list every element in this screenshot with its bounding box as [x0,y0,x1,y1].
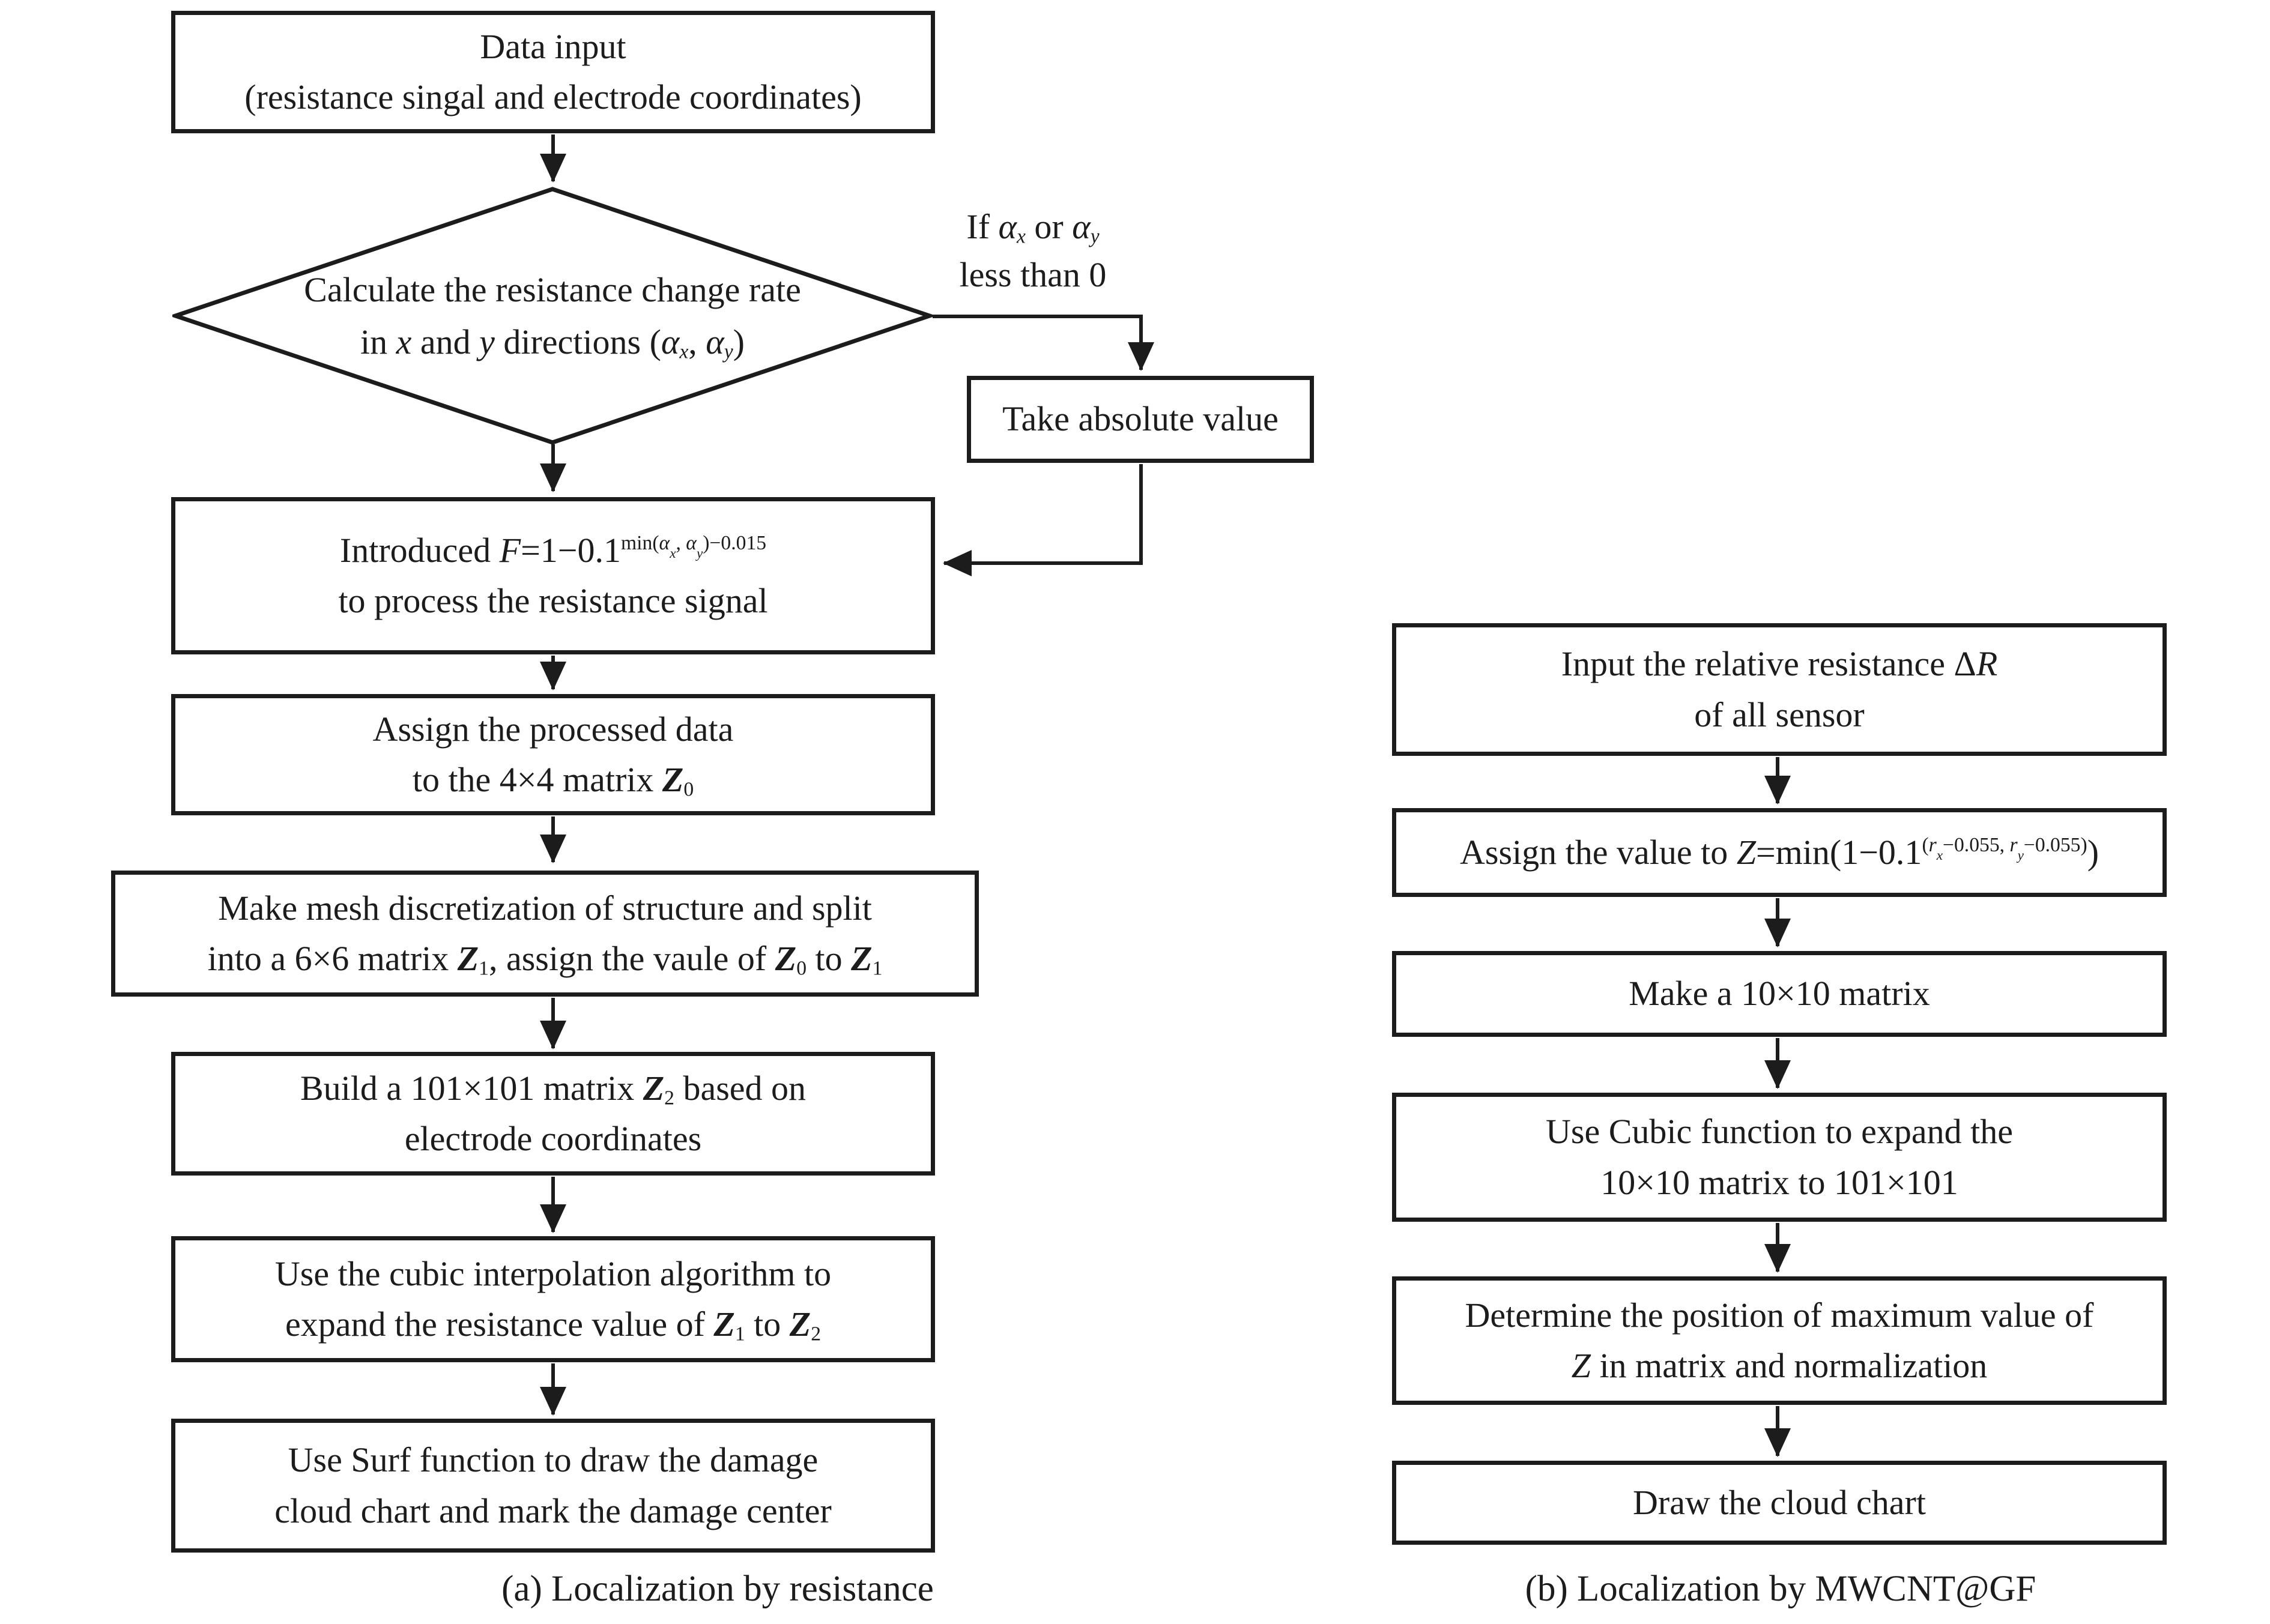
caption-text: (b) Localization by MWCNT@GF [1525,1569,2036,1609]
text-line: Assign the value to $Z=\min(1-0.1^{(r}x^{-0.055,}$ $^ry^{-0.055)}$) [1459,832,2099,872]
text-line: Input the relative resistance ΔR [1561,644,1998,684]
caption-b [1375,1564,2186,1614]
box-surf-draw [171,1419,935,1553]
caption-a [312,1564,1123,1614]
box-build-101 [171,1052,935,1176]
box-determine-max [1392,1276,2167,1405]
text-line: Z in matrix and normalization [1571,1346,1988,1385]
text-line: less than 0 [959,255,1107,295]
text-line: Use Cubic function to expand the [1546,1112,2013,1152]
box-mesh-6x6 [111,871,979,997]
text-line: to the 4×4 matrix $Z_0$ [412,760,694,801]
text-line: Draw the cloud chart [1633,1482,1926,1522]
box-input-dr [1392,623,2167,756]
text-line: Determine the position of maximum value of [1465,1295,2094,1335]
text-line: Use the cubic interpolation algorithm to [274,1254,832,1293]
text-line: in x and y directions (αx, αy) [360,322,745,363]
text-line: Take absolute value [1002,399,1279,439]
box-make-10 [1392,951,2167,1037]
box-take-absolute [967,376,1314,463]
text-line: cloud chart and mark the damage center [274,1491,832,1530]
text-line: expand the resistance value of $Z_1$ to $Z_2$ [285,1305,822,1345]
text-line: Assign the processed data [372,709,734,749]
box-data-input [171,11,935,133]
box-cubic-expand [1392,1093,2167,1222]
text-line: Make a 10×10 matrix [1629,974,1930,1013]
text-line: Make mesh discretization of structure and split [218,888,872,928]
text-line: Calculate the resistance change rate [304,270,801,309]
arrow-takeabsolute-to-introducef [944,464,1141,563]
caption-text: (a) Localization by resistance [501,1569,934,1609]
text-line: to process the resistance signal [338,581,768,620]
box-introduce-f [171,497,935,654]
text-line: electrode coordinates [404,1119,702,1158]
text-line: Introduced $F=1-0.1^{min(\alpha}x^,$ $^\alpha y^{)-0.015}$ [339,530,767,570]
text-line: Build a 101×101 matrix $Z_2$ based on [300,1068,807,1109]
box-assign-z [1392,808,2167,897]
decision-diamond [172,186,933,445]
condition-label [913,203,1153,299]
text-line: Data input [480,26,626,66]
text-line: (resistance singal and electrode coordinates) [244,77,862,116]
text-line: of all sensor [1694,695,1865,734]
text-line: into a 6×6 matrix $Z_1$, assign the vaule of $Z_0$ to $Z_1$ [207,939,883,980]
box-cubic-interp [171,1236,935,1362]
arrow-decision-to-takeabsolute [933,316,1141,370]
box-draw-cloud [1392,1461,2167,1545]
text-line: If αx or αy [966,207,1100,248]
text-line: 10×10 matrix to 101×101 [1600,1162,1958,1202]
text-line: Use Surf function to draw the damage [288,1440,819,1480]
box-assign-4x4 [171,694,935,815]
